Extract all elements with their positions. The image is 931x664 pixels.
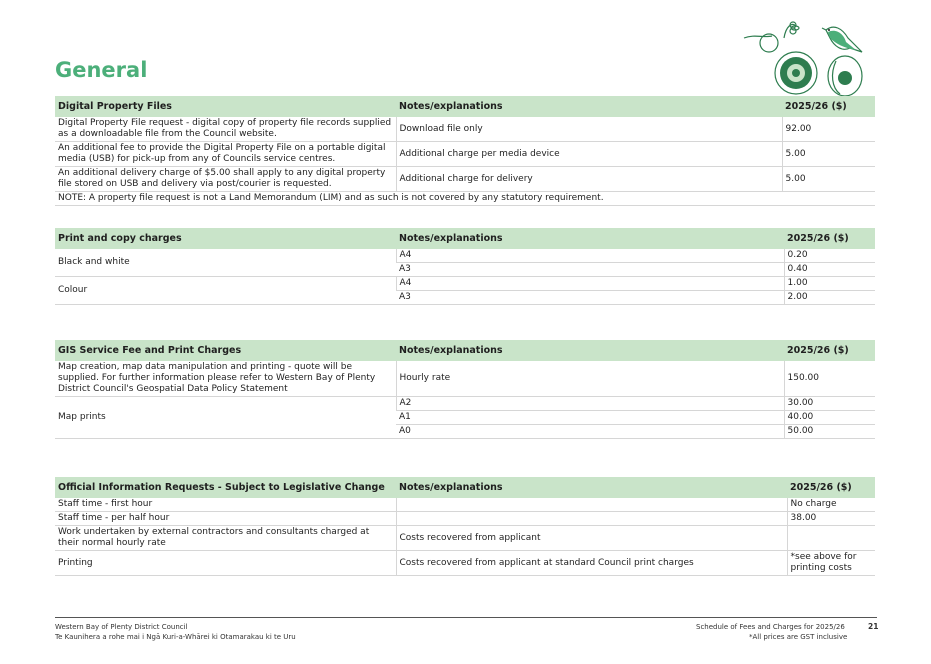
gis-service-fee-table	[55, 340, 875, 439]
note-cell	[396, 498, 787, 512]
footer-document-title: Schedule of Fees and Charges for 2025/26	[696, 623, 845, 631]
note-cell: A1	[396, 411, 784, 425]
column-header: Official Information Requests - Subject to Legislative Change	[55, 477, 396, 498]
table-note: NOTE: A property file request is not a Land Memorandum (LIM) and as such is not covered by any statutory requirement.	[55, 192, 875, 206]
footer-document-info	[696, 622, 847, 642]
footer-gst-note: *All prices are GST inclusive	[749, 633, 848, 641]
price-cell	[787, 526, 875, 551]
table-row	[55, 512, 875, 526]
official-information-requests-table	[55, 477, 875, 576]
price-cell: 5.00	[782, 142, 875, 167]
table-header-row	[55, 228, 875, 249]
kiwifruit-bird-illustration	[740, 16, 880, 98]
price-cell: 40.00	[784, 411, 875, 425]
table-row	[55, 142, 875, 167]
column-header: 2025/26 ($)	[784, 340, 875, 361]
footer-divider	[55, 617, 877, 618]
price-cell: 50.00	[784, 425, 875, 439]
note-cell	[396, 512, 787, 526]
table-note-row	[55, 192, 875, 206]
table-row	[55, 277, 875, 291]
price-cell: 38.00	[787, 512, 875, 526]
table-header-row	[55, 477, 875, 498]
item-cell: Colour	[55, 277, 396, 305]
footer-organisation	[55, 622, 296, 642]
footer-org-name: Western Bay of Plenty District Council	[55, 623, 188, 631]
table-row	[55, 498, 875, 512]
price-cell: No charge	[787, 498, 875, 512]
price-cell: 0.20	[784, 249, 875, 263]
note-cell: Costs recovered from applicant	[396, 526, 787, 551]
column-header: Digital Property Files	[55, 96, 396, 117]
price-cell: 5.00	[782, 167, 875, 192]
note-cell: A2	[396, 397, 784, 411]
table-header-row	[55, 96, 875, 117]
note-cell: A4	[396, 249, 784, 263]
page-number: 21	[868, 622, 879, 631]
table-row	[55, 551, 875, 576]
footer-maori-name: Te Kaunihera a rohe mai i Ngā Kuri-a-Whārei ki Otamarakau ki te Uru	[55, 633, 296, 641]
column-header: Notes/explanations	[396, 228, 784, 249]
price-cell: 92.00	[782, 117, 875, 142]
item-cell: Black and white	[55, 249, 396, 277]
note-cell: A3	[396, 291, 784, 305]
table-row	[55, 167, 875, 192]
digital-property-files-table	[55, 96, 875, 206]
note-cell: Additional charge per media device	[396, 142, 782, 167]
item-cell: An additional fee to provide the Digital Property File on a portable digital media (USB) for pick-up from any of Councils service centres.	[55, 142, 396, 167]
note-cell: Download file only	[396, 117, 782, 142]
table-row	[55, 361, 875, 397]
item-cell: Work undertaken by external contractors and consultants charged at their normal hourly rate	[55, 526, 396, 551]
item-cell: Printing	[55, 551, 396, 576]
item-cell: Staff time - per half hour	[55, 512, 396, 526]
column-header: 2025/26 ($)	[782, 96, 875, 117]
price-cell: 1.00	[784, 277, 875, 291]
item-cell: Staff time - first hour	[55, 498, 396, 512]
table-row	[55, 397, 875, 411]
table-row	[55, 526, 875, 551]
note-cell: A0	[396, 425, 784, 439]
column-header: 2025/26 ($)	[784, 228, 875, 249]
note-cell: Additional charge for delivery	[396, 167, 782, 192]
note-cell: A4	[396, 277, 784, 291]
table-row	[55, 249, 875, 263]
column-header: Notes/explanations	[396, 477, 787, 498]
print-copy-charges-table	[55, 228, 875, 305]
table-header-row	[55, 340, 875, 361]
price-cell: 30.00	[784, 397, 875, 411]
item-cell: Map prints	[55, 397, 396, 439]
note-cell: A3	[396, 263, 784, 277]
column-header: Print and copy charges	[55, 228, 396, 249]
column-header: Notes/explanations	[396, 340, 784, 361]
note-cell: Hourly rate	[396, 361, 784, 397]
page-title: General	[55, 58, 148, 82]
item-cell: An additional delivery charge of $5.00 shall apply to any digital property file stored on USB and delivery via post/courier is requested.	[55, 167, 396, 192]
column-header: GIS Service Fee and Print Charges	[55, 340, 396, 361]
column-header: 2025/26 ($)	[787, 477, 875, 498]
item-cell: Digital Property File request - digital copy of property file records supplied as a downloadable file from the Council website.	[55, 117, 396, 142]
price-cell: 2.00	[784, 291, 875, 305]
price-cell: 150.00	[784, 361, 875, 397]
column-header: Notes/explanations	[396, 96, 782, 117]
note-cell: Costs recovered from applicant at standard Council print charges	[396, 551, 787, 576]
price-cell: 0.40	[784, 263, 875, 277]
table-row	[55, 117, 875, 142]
price-cell: *see above for printing costs	[787, 551, 875, 576]
item-cell: Map creation, map data manipulation and printing - quote will be supplied. For further information please refer to Western Bay of Plenty District Council's Geospatial Data Policy Statement	[55, 361, 396, 397]
